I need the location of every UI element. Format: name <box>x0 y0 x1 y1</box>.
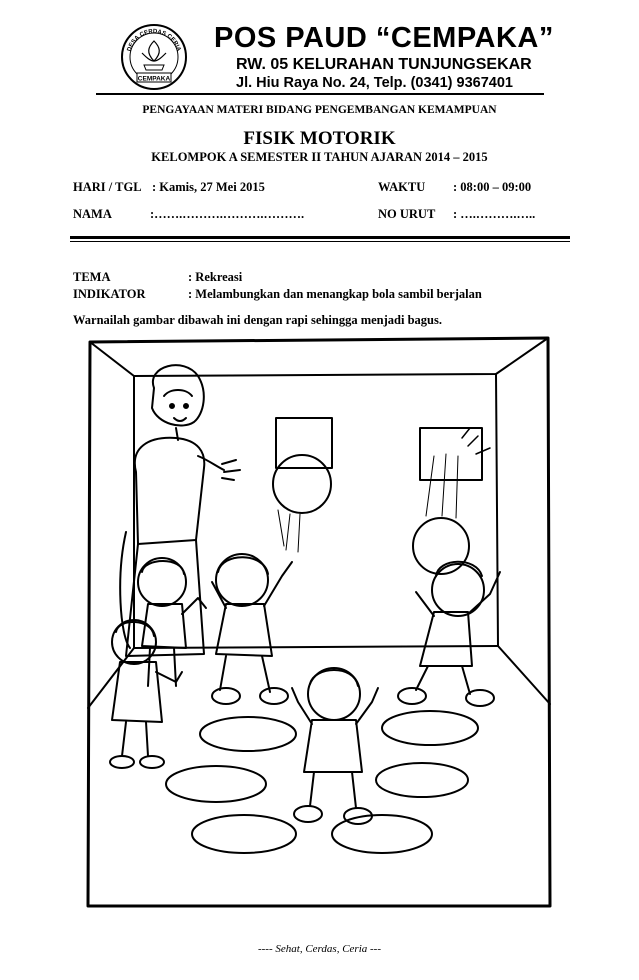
address-line-2: Jl. Hiu Raya No. 24, Telp. (0341) 9367401 <box>236 75 513 91</box>
section-divider-thick <box>70 236 570 239</box>
number-field[interactable]: : ….……….….. <box>453 207 536 221</box>
worksheet-subtitle: PENGAYAAN MATERI BIDANG PENGEMBANGAN KEMAMPUAN <box>142 104 497 116</box>
instruction-text: Warnailah gambar dibawah ini dengan rapi sehingga menjadi bagus. <box>73 313 442 327</box>
logo-arc-text: DESA CERDAS CERIA <box>126 28 182 53</box>
day-value: : Kamis, 27 Mei 2015 <box>152 180 265 194</box>
day-label: HARI / TGL <box>73 180 142 194</box>
letterhead-divider <box>96 93 544 95</box>
child-boy-right <box>398 562 500 706</box>
school-name: POS PAUD “CEMPAKA” <box>214 22 554 54</box>
time-value: : 08:00 – 09:00 <box>453 180 532 194</box>
child-boy-front <box>292 668 378 824</box>
footer-motto: ---- Sehat, Cerdas, Ceria --- <box>257 943 381 955</box>
ball-left-icon <box>273 455 331 552</box>
group-semester-line: KELOMPOK A SEMESTER II TAHUN AJARAN 2014 – 2015 <box>151 150 488 164</box>
child-girl-back <box>138 558 206 686</box>
theme-label: TEMA <box>73 270 111 284</box>
worksheet-title: FISIK MOTORIK <box>243 128 396 149</box>
name-field[interactable]: :…….……….……….………. <box>150 207 305 221</box>
child-boy-middle <box>212 554 292 704</box>
wall-frame-right <box>420 428 482 480</box>
indicator-label: INDIKATOR <box>73 287 146 301</box>
indicator-value: : Melambungkan dan menangkap bola sambil berjalan <box>188 287 482 301</box>
address-line-1: RW. 05 KELURAHAN TUNJUNGSEKAR <box>236 56 532 73</box>
theme-value: : Rekreasi <box>188 270 243 284</box>
floor-ovals <box>166 711 478 853</box>
room-outline <box>88 338 550 906</box>
teacher-figure <box>120 365 240 656</box>
section-divider-thin <box>70 241 570 242</box>
logo-ribbon-text: CEMPAKA <box>137 75 171 83</box>
coloring-picture <box>86 336 552 908</box>
school-logo <box>120 23 188 91</box>
name-label: NAMA <box>73 207 112 221</box>
time-label: WAKTU <box>378 180 426 194</box>
ball-right-icon <box>413 428 490 574</box>
child-girl-front <box>110 620 182 768</box>
number-label: NO URUT <box>378 207 436 221</box>
